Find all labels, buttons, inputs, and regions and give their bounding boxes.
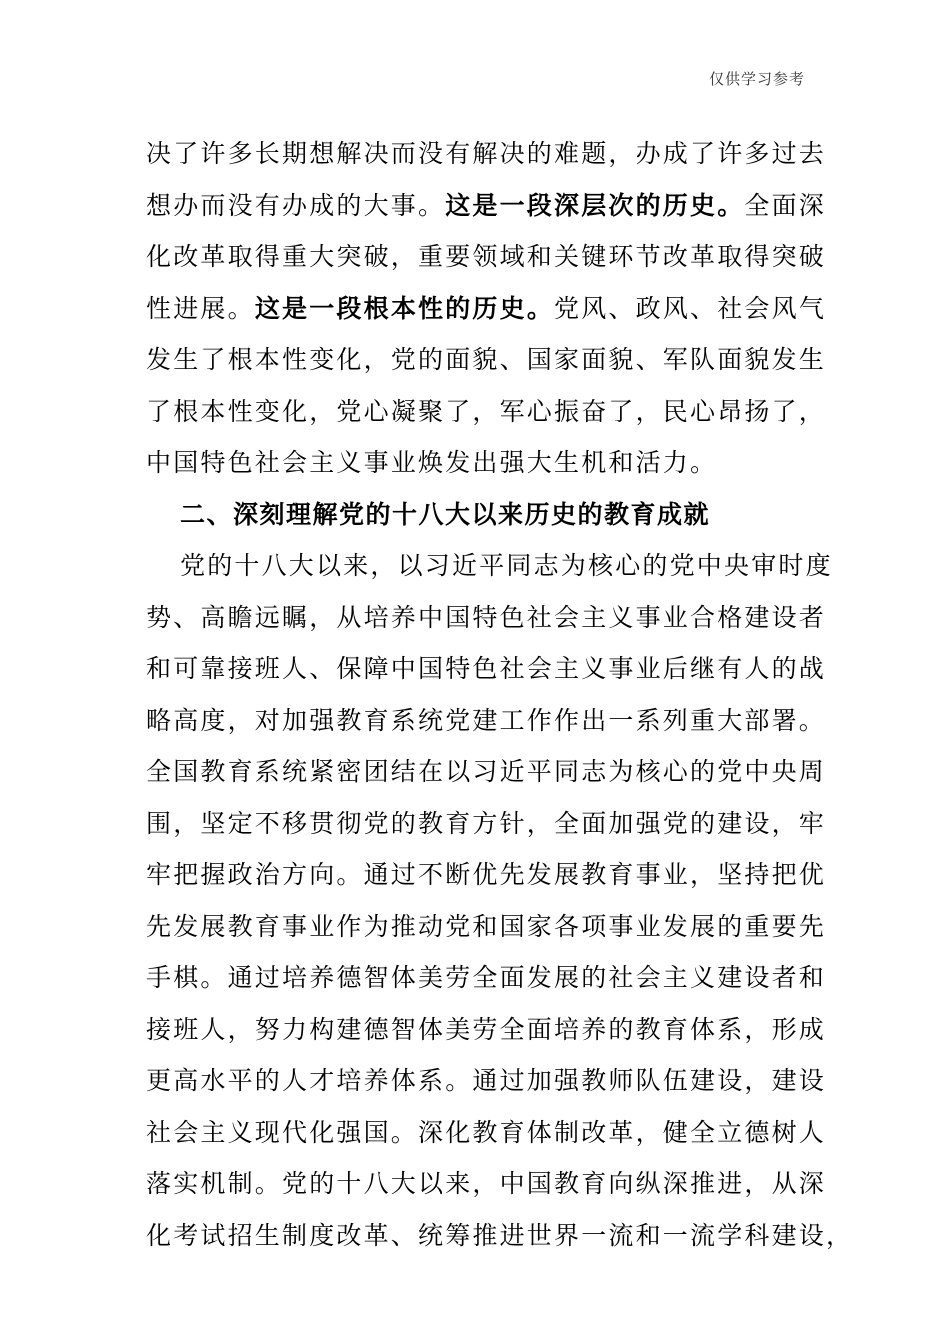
text-line: 落实机制。党的十八大以来，中国教育向纵深推进，从深 [146,1169,827,1198]
text-run: 性进展。 [146,293,255,323]
bold-emphasis: 这是一段根本性的历史。 [254,293,555,323]
text-line: 牢把握政治方向。通过不断优先发展教育事业，坚持把优 [146,860,827,889]
bold-emphasis: 这是一段深层次的历史。 [445,190,745,220]
text-line: 化改革取得重大突破，重要领域和关键环节改革取得突破 [146,242,827,271]
text-line: 决了许多长期想解决而没有解决的难题，办成了许多过去 [146,139,827,168]
text-line: 略高度，对加强教育系统党建工作作出一系列重大部署。 [146,705,827,735]
text-line: 势、高瞻远瞩，从培养中国特色社会主义事业合格建设者 [146,602,827,632]
document-body [146,128,854,1261]
text-run: 想办而没有办成的大事。 [146,190,446,220]
text-run: 党风、政风、社会风气 [554,293,827,323]
text-line [146,283,827,335]
text-line: 社会主义现代化强国。深化教育体制改革，健全立德树人 [146,1117,827,1147]
text-line: 中国特色社会主义事业焕发出强大生机和活力。 [146,448,718,477]
text-run: 全面深 [744,190,827,220]
text-line: 手棋。通过培养德智体美劳全面发展的社会主义建设者和 [146,963,827,992]
text-line: 先发展教育事业作为推动党和国家各项事业发展的重要先 [146,911,827,941]
text-line: 化考试招生制度改革、统筹推进世界一流和一流学科建设， [146,1220,854,1250]
text-line [146,180,827,232]
text-line: 接班人，努力构建德智体美劳全面培养的教育体系，形成 [146,1014,827,1044]
text-line: 更高水平的人才培养体系。通过加强教师队伍建设，建设 [146,1066,827,1095]
text-line: 发生了根本性变化，党的面貌、国家面貌、军队面貌发生 [146,345,827,374]
header-note: 仅供学习参考 [708,70,805,88]
text-line: 了根本性变化，党心凝聚了，军心振奋了，民心昂扬了， [146,396,827,426]
text-line: 和可靠接班人、保障中国特色社会主义事业后继有人的战 [146,654,827,683]
text-line: 党的十八大以来，以习近平同志为核心的党中央审时度 [180,551,833,580]
section-heading: 二、深刻理解党的十八大以来历史的教育成就 [180,499,711,529]
text-line: 围，坚定不移贯彻党的教育方针，全面加强党的建设，牢 [146,808,827,838]
text-line: 全国教育系统紧密团结在以习近平同志为核心的党中央周 [146,757,827,786]
